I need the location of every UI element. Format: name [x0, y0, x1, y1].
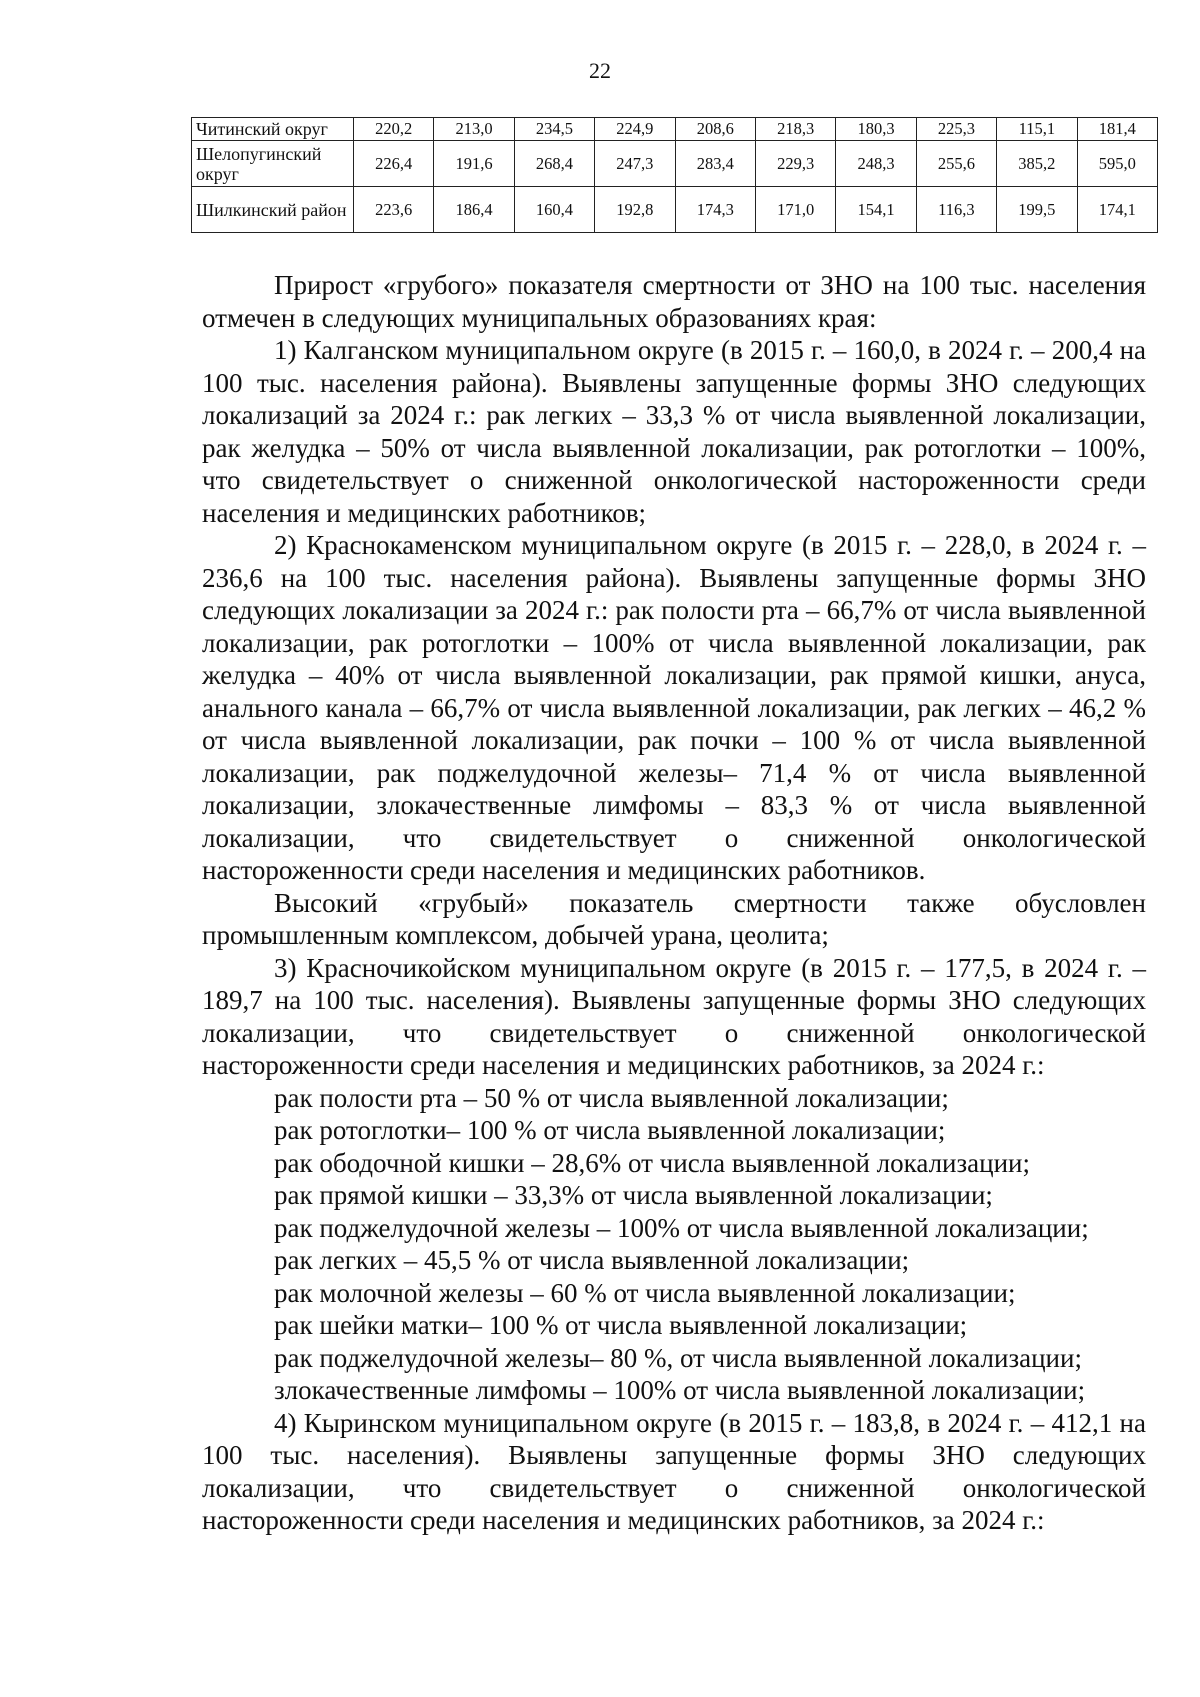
table-cell: 224,9: [595, 118, 675, 141]
table-cell: 186,4: [434, 187, 514, 233]
table-cell: 255,6: [916, 141, 996, 187]
table-cell: 115,1: [997, 118, 1077, 141]
paragraph: 2) Краснокаменском муниципальном округе (в 2015 г. – 228,0, в 2024 г. – 236,6 на 100 тыс. населения района). Выявлены запущенные формы ЗНО следующих локализации за 2024 г.: рак полости рта – 66,7% от числа выявленной локализации, рак ротоглотки – 100% от числа выявленной локализации, рак желудка – 40% от числа выявленной локализации, рак прямой кишки, ануса, анального канала – 66,7% от числа выявленной локализации, рак легких – 46,2 % от числа выявленной локализации, рак почки – 100 % от числа выявленной локализации, рак поджелудочной железы– 71,4 % от числа выявленной локализации, злокачественные лимфомы – 83,3 % от числа выявленной локализации, что свидетельствует о сниженной онкологической настороженности среди населения и медицинских работников.: [202, 530, 1146, 885]
table-cell: 171,0: [755, 187, 835, 233]
paragraph: Высокий «грубый» показатель смертности также обусловлен промышленным комплексом, добычей урана, цеолита;: [202, 887, 1146, 950]
mortality-table: [191, 117, 1158, 233]
table-cell: 191,6: [434, 141, 514, 187]
table-cell: 220,2: [354, 118, 434, 141]
table-cell: 248,3: [836, 141, 916, 187]
table-cell: 174,3: [675, 187, 755, 233]
list-item: рак прямой кишки – 33,3% от числа выявленной локализации;: [274, 1180, 993, 1210]
region-name: Шилкинский район: [192, 187, 354, 233]
table-row: [192, 187, 1158, 233]
region-name: Читинский округ: [192, 118, 354, 141]
table-cell: 174,1: [1077, 187, 1157, 233]
table-cell: 229,3: [755, 141, 835, 187]
list-item: рак ободочной кишки – 28,6% от числа выявленной локализации;: [274, 1147, 1030, 1178]
region-name: Шелопугинский округ: [192, 141, 354, 187]
table-cell: 283,4: [675, 141, 755, 187]
table-cell: 116,3: [916, 187, 996, 233]
table-cell: 234,5: [514, 118, 594, 141]
paragraph: 3) Красночикойском муниципальном округе (в 2015 г. – 177,5, в 2024 г. – 189,7 на 100 тыс. населения). Выявлены запущенные формы ЗНО следующих локализации, что свидетельствует о сниженной онкологической настороженности среди населения и медицинских работников, за 2024 г.:: [202, 952, 1146, 1080]
table-row: [192, 141, 1158, 187]
table-cell: 192,8: [595, 187, 675, 233]
table-cell: 223,6: [354, 187, 434, 233]
list-item: рак молочной железы – 60 % от числа выявленной локализации;: [274, 1277, 1016, 1308]
document-body: [202, 269, 1146, 1537]
table-cell: 218,3: [755, 118, 835, 141]
table-cell: 213,0: [434, 118, 514, 141]
table-cell: 247,3: [595, 141, 675, 187]
table-cell: 181,4: [1077, 118, 1157, 141]
list-item: рак ротоглотки– 100 % от числа выявленной локализации;: [274, 1115, 946, 1145]
list-item: злокачественные лимфомы – 100% от числа выявленной локализации;: [274, 1375, 1086, 1405]
table-cell: 154,1: [836, 187, 916, 233]
paragraph: Прирост «грубого» показателя смертности от ЗНО на 100 тыс. населения отмечен в следующих муниципальных образованиях края:: [202, 270, 1146, 333]
table-cell: 226,4: [354, 141, 434, 187]
list-item: рак поджелудочной железы – 100% от числа выявленной локализации;: [274, 1212, 1089, 1243]
page-number: 22: [589, 58, 611, 83]
table-cell: 225,3: [916, 118, 996, 141]
table-cell: 268,4: [514, 141, 594, 187]
table-cell: 160,4: [514, 187, 594, 233]
list-item: рак поджелудочной железы– 80 %, от числа выявленной локализации;: [274, 1342, 1082, 1373]
table-cell: 208,6: [675, 118, 755, 141]
list-item: рак шейки матки– 100 % от числа выявленной локализации;: [274, 1310, 968, 1340]
table-row: [192, 118, 1158, 141]
table-cell: 385,2: [997, 141, 1077, 187]
table-cell: 199,5: [997, 187, 1077, 233]
list-item: рак легких – 45,5 % от числа выявленной локализации;: [274, 1245, 910, 1275]
paragraph: 1) Калганском муниципальном округе (в 2015 г. – 160,0, в 2024 г. – 200,4 на 100 тыс. населения района). Выявлены запущенные формы ЗНО следующих локализаций за 2024 г.: рак легких – 33,3 % от числа выявленной локализации, рак желудка – 50% от числа выявленной локализации, рак ротоглотки – 100%, что свидетельствует о сниженной онкологической настороженности среди населения и медицинских работников;: [202, 335, 1146, 528]
list-item: рак полости рта – 50 % от числа выявленной локализации;: [274, 1082, 949, 1113]
table-cell: 180,3: [836, 118, 916, 141]
table-cell: 595,0: [1077, 141, 1157, 187]
paragraph: 4) Кыринском муниципальном округе (в 2015 г. – 183,8, в 2024 г. – 412,1 на 100 тыс. населения). Выявлены запущенные формы ЗНО следующих локализации, что свидетельствует о сниженной онкологической настороженности среди населения и медицинских работников, за 2024 г.:: [202, 1407, 1146, 1535]
